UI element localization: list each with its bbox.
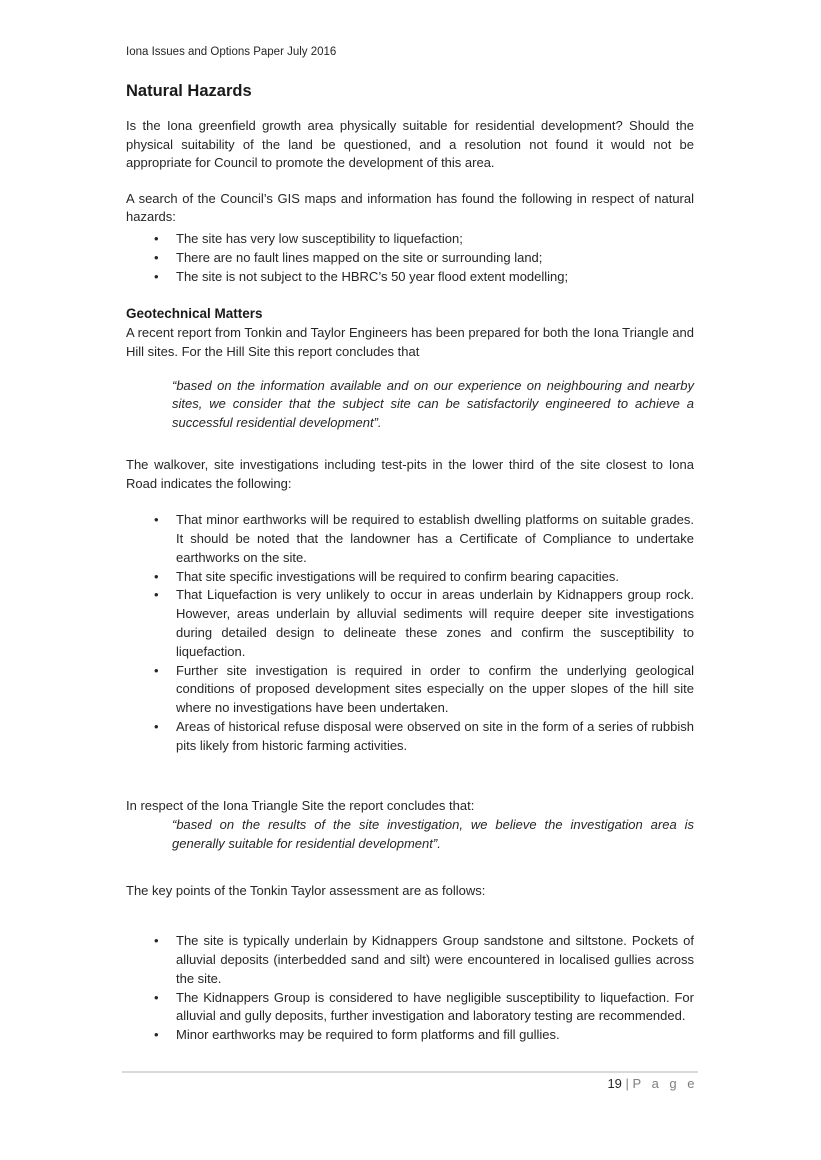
gis-search-paragraph: A search of the Council’s GIS maps and information has found the following in respect of natural hazards: <box>126 190 694 225</box>
walkover-findings-list <box>126 511 694 755</box>
hill-site-quote: “based on the information available and on our experience on neighbouring and nearby sites, we consider that the subject site can be satisfactorily engineered to achieve a successful residential development”. <box>172 377 694 431</box>
key-points-list <box>126 932 694 1045</box>
page-number <box>122 1076 698 1092</box>
list-item: • That minor earthworks will be required to establish dwelling platforms on suitable grades. It should be noted that the landowner has a Certificate of Compliance to undertake earthworks on the site. <box>126 511 694 567</box>
natural-hazards-list <box>126 230 694 286</box>
page-title: Natural Hazards <box>126 82 252 100</box>
list-item: • Further site investigation is required in order to confirm the underlying geological conditions of proposed development sites especially on the upper slopes of the hill site where no investigations have been undertaken. <box>126 662 694 718</box>
document-header: Iona Issues and Options Paper July 2016 <box>126 46 337 58</box>
list-item: • The site is typically underlain by Kidnappers Group sandstone and siltstone. Pockets of alluvial deposits (interbedded sand and silt) were encountered in localised gullies across the site. <box>126 932 694 988</box>
list-item: • The site has very low susceptibility to liquefaction; <box>126 230 694 249</box>
page-number-separator: | <box>621 1076 633 1091</box>
triangle-site-paragraph: In respect of the Iona Triangle Site the report concludes that: <box>126 798 475 814</box>
list-item: • Minor earthworks may be required to form platforms and fill gullies. <box>126 1026 694 1045</box>
section-heading-geotechnical: Geotechnical Matters <box>126 306 263 322</box>
list-item: • That site specific investigations will be required to confirm bearing capacities. <box>126 568 694 587</box>
page-number-value: 19 <box>607 1076 622 1091</box>
footer-divider <box>122 1071 698 1073</box>
list-item: • The Kidnappers Group is considered to have negligible susceptibility to liquefaction. For alluvial and gully deposits, further investigation and laboratory testing are recommended. <box>126 989 694 1027</box>
walkover-paragraph: The walkover, site investigations including test-pits in the lower third of the site closest to Iona Road indicates the following: <box>126 456 694 491</box>
list-item: • The site is not subject to the HBRC’s 50 year flood extent modelling; <box>126 268 694 287</box>
list-item: • There are no fault lines mapped on the site or surrounding land; <box>126 249 694 268</box>
page-label: P a g e <box>632 1076 698 1091</box>
key-points-paragraph: The key points of the Tonkin Taylor assessment are as follows: <box>126 882 486 898</box>
intro-paragraph: Is the Iona greenfield growth area physically suitable for residential development? Should the physical suitability of the land be questioned, and a resolution not found it would not be appropriate for Council to promote the development of this area. <box>126 118 694 171</box>
page-footer <box>122 1071 698 1092</box>
list-item: • That Liquefaction is very unlikely to occur in areas underlain by Kidnappers group rock. However, areas underlain by alluvial sediments will require deeper site investigations during detailed design to delineate these zones and confirm the susceptibility to liquefaction. <box>126 586 694 661</box>
list-item: • Areas of historical refuse disposal were observed on site in the form of a series of rubbish pits likely from historic farming activities. <box>126 718 694 756</box>
geotechnical-intro-paragraph: A recent report from Tonkin and Taylor Engineers has been prepared for both the Iona Triangle and Hill sites. For the Hill Site this report concludes that <box>126 325 694 359</box>
triangle-site-quote: “based on the results of the site investigation, we believe the investigation area is generally suitable for residential development”. <box>172 817 694 851</box>
